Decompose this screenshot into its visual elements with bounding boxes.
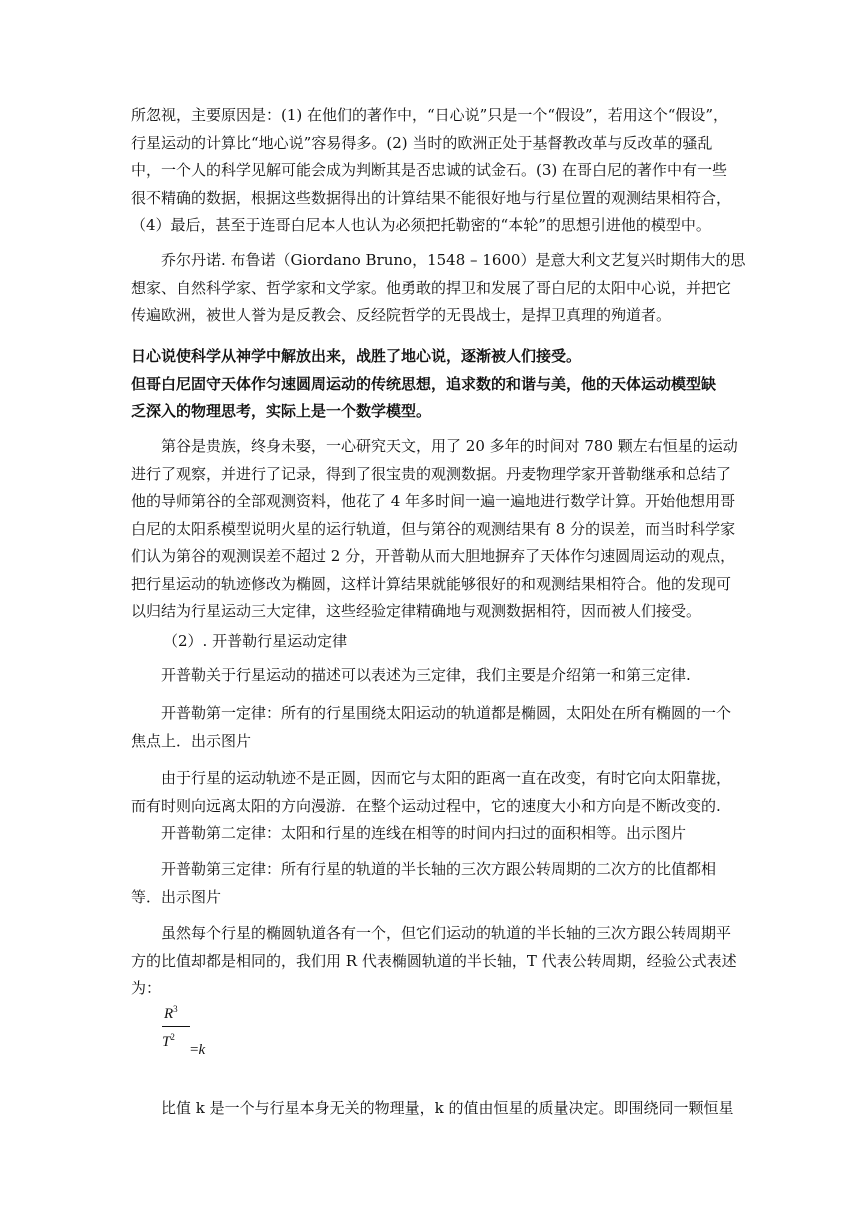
paragraph-reasons	[131, 102, 736, 240]
text-line: 所忽视，主要原因是：(1) 在他们的著作中，“日心说”只是一个“假设”，若用这个“假设”，	[131, 106, 729, 124]
text-line: 白尼的太阳系模型说明火星的运行轨道，但与第谷的观测结果有 8 分的误差，而当时科学家	[131, 519, 736, 538]
text-line: 进行了观察，并进行了记录，得到了很宝贵的观测数据。丹麦物理学家开普勒继承和总结了	[131, 464, 732, 483]
paragraph-orbit-description	[131, 765, 736, 820]
text-line: 开普勒第二定律：太阳和行星的连线在相等的时间内扫过的面积相等。出示图片	[161, 824, 687, 842]
paragraph-three-laws	[131, 662, 736, 690]
paragraph-first-law	[131, 700, 736, 755]
text-line: 而有时则向远离太阳的方向漫游．在整个运动过程中，它的速度大小和方向是不断改变的.	[131, 796, 721, 815]
paragraph-ratio	[131, 920, 736, 1003]
text-line: 们认为第谷的观测误差不超过 2 分，开普勒从而大胆地摒弃了天体作匀速圆周运动的观点，	[131, 547, 736, 565]
text-line: 由于行星的运动轨迹不是正圆，因而它与太阳的距离一直在改变，有时它向太阳靠拢，	[161, 769, 732, 787]
text-line: 很不精确的数据，根据这些数据得出的计算结果不能很好地与行星位置的观测结果相符合，	[131, 188, 732, 207]
text-line: 比值 k 是一个与行星本身无关的物理量，k 的值由恒星的质量决定。即围绕同一颗恒星	[161, 1099, 734, 1117]
text-line: 把行星运动的轨迹修改为椭圆，这样计算结果就能够很好的和观测结果相符合。他的发现可	[131, 574, 732, 593]
kepler-formula	[160, 1004, 240, 1074]
text-line: 为：	[131, 979, 162, 997]
paragraph-bruno	[131, 247, 746, 330]
formula-rhs: =k	[190, 1042, 206, 1058]
text-line: 乔尔丹诺. 布鲁诺（Giordano Bruno，1548 – 1600）是意大利文艺复兴时期伟大的思	[161, 251, 746, 269]
paragraph-second-law	[131, 820, 736, 848]
formula-numerator: $R^3$	[164, 1004, 178, 1022]
text-line: 等．出示图片	[131, 887, 222, 906]
bold-summary	[131, 343, 736, 426]
text-line: 以归结为行星运动三大定律，这些经验定律精确地与观测数据相符，因而被人们接受。	[131, 602, 702, 620]
text-line: 他的导师第谷的全部观测资料，他花了 4 年多时间一遍一遍地进行数学计算。开始他想用哥	[131, 492, 736, 510]
fraction-bar	[162, 1026, 190, 1027]
text-line: 行星运动的计算比“地心说”容易得多。(2) 当时的欧洲正处于基督教改革与反改革的骚乱	[131, 133, 713, 152]
text-line: 开普勒第一定律：所有的行星围绕太阳运动的轨道都是椭圆，太阳处在所有椭圆的一个	[161, 704, 732, 722]
text-line: （4）最后，甚至于连哥白尼本人也认为必须把托勒密的“本轮”的思想引进他的模型中。	[131, 216, 711, 234]
text-line: 第谷是贵族，终身未娶，一心研究天文，用了 20 多年的时间对 780 颗左右恒星的运动	[161, 437, 738, 455]
text-line: 焦点上．出示图片	[131, 731, 252, 750]
text-line: 方的比值却都是相同的，我们用 R 代表椭圆轨道的半长轴，T 代表公转周期，经验公式表述	[131, 951, 737, 970]
bold-line: 但哥白尼固守天体作匀速圆周运动的传统思想，追求数的和谐与美，他的天体运动模型缺	[131, 374, 717, 393]
paragraph-third-law	[131, 856, 736, 911]
formula-denominator: $T^2$	[162, 1032, 175, 1050]
text-line: 中，一个人的科学见解可能会成为判断其是否忠诚的试金石。(3) 在哥白尼的著作中有一些	[131, 161, 728, 179]
text-line: 想家、自然科学家、哲学家和文学家。他勇敢的捍卫和发展了哥白尼的太阳中心说，并把它	[131, 278, 732, 297]
paragraph-tycho-kepler	[131, 433, 736, 626]
paragraph-ratio-k	[131, 1095, 736, 1123]
section-heading	[131, 628, 736, 656]
bold-line: 乏深入的物理思考，实际上是一个数学模型。	[131, 402, 432, 420]
bold-line: 日心说使科学从神学中解放出来，战胜了地心说，逐渐被人们接受。	[131, 347, 582, 365]
heading-text: （2）. 开普勒行星运动定律	[163, 632, 348, 650]
text-line: 虽然每个行星的椭圆轨道各有一个，但它们运动的轨道的半长轴的三次方跟公转周期平	[161, 924, 732, 942]
text-line: 传遍欧洲，被世人誉为是反教会、反经院哲学的无畏战士，是捍卫真理的殉道者。	[131, 306, 672, 324]
text-line: 开普勒第三定律：所有行星的轨道的半长轴的三次方跟公转周期的二次方的比值都相	[161, 860, 717, 878]
text-line: 开普勒关于行星运动的描述可以表述为三定律，我们主要是介绍第一和第三定律.	[161, 666, 691, 684]
